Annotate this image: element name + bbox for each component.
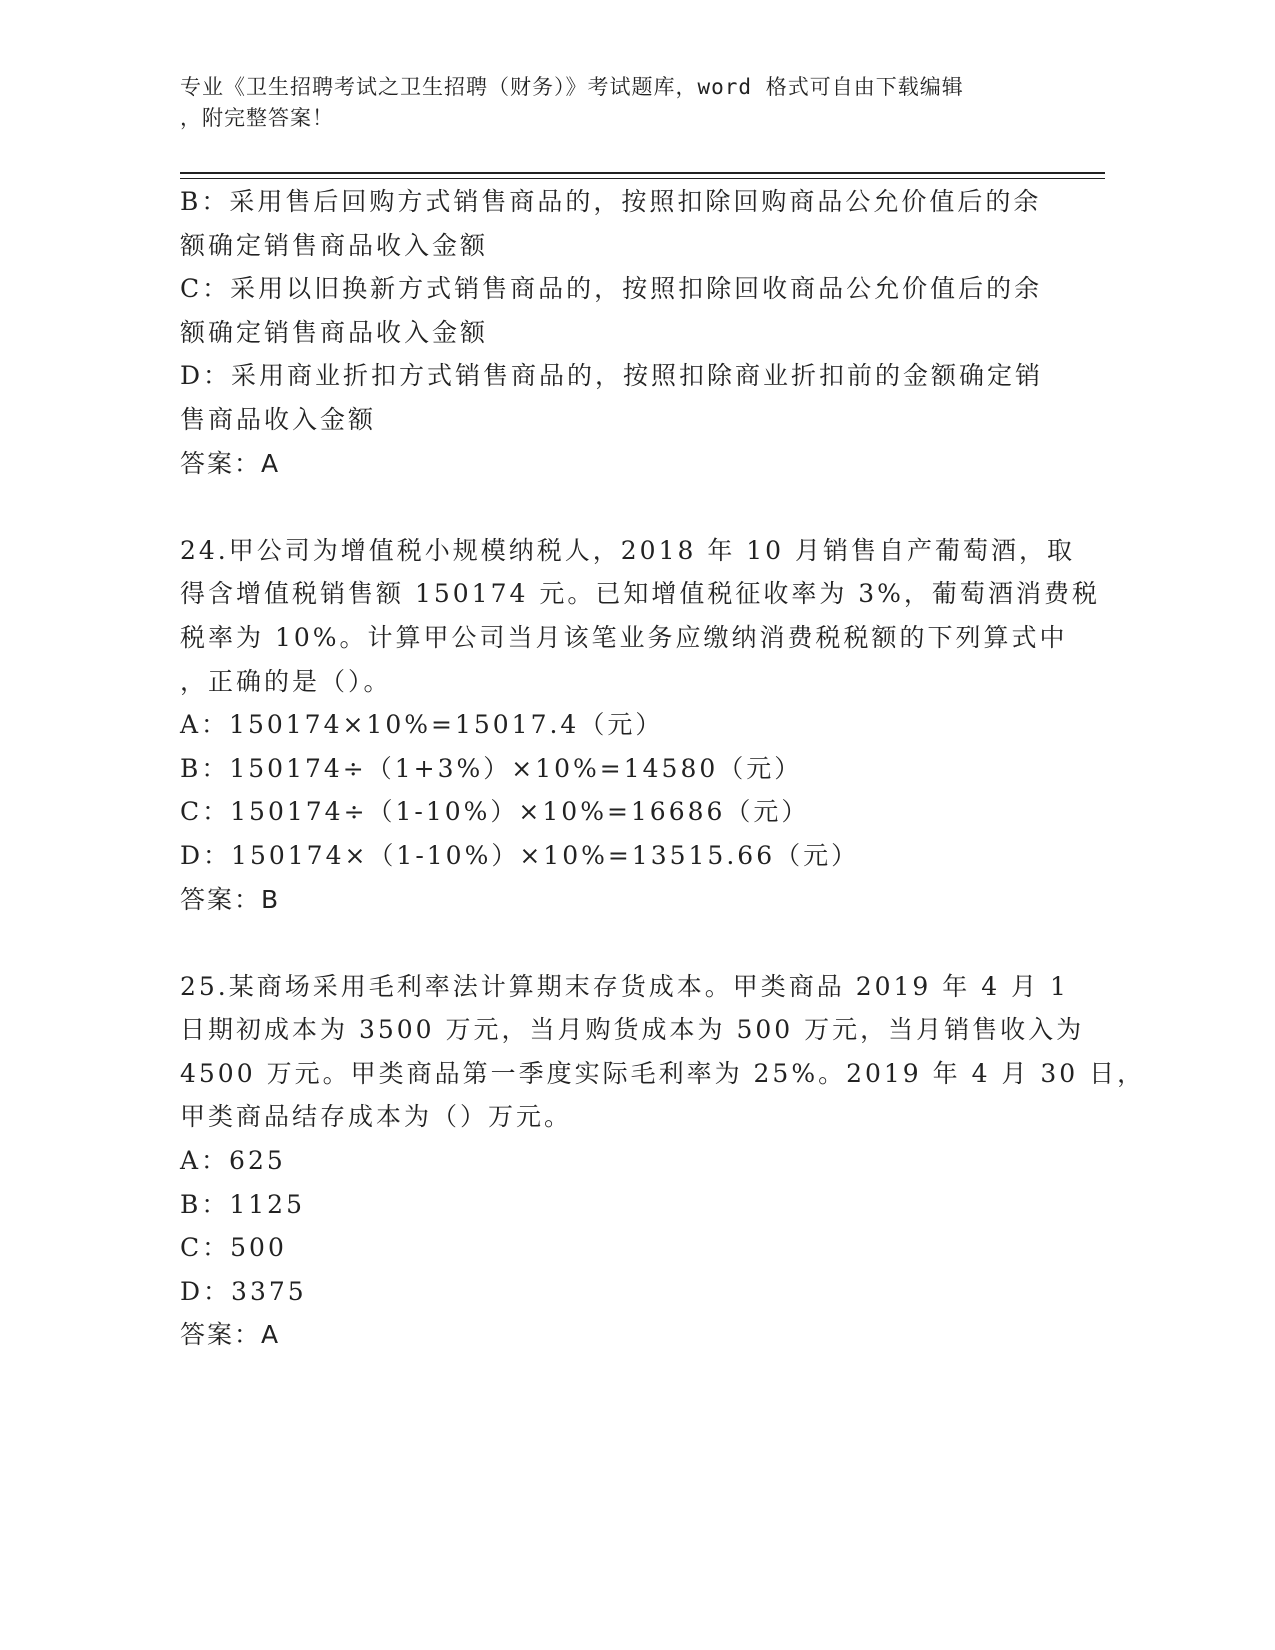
spacer: [180, 485, 1040, 529]
question-stem-line-2: 日期初成本为 3500 万元，当月购货成本为 500 万元，当月销售收入为: [180, 1015, 1085, 1045]
question-25: [180, 965, 1146, 1357]
question-stem-line-3: 4500 万元。甲类商品第一季度实际毛利率为 25%。2019 年 4 月 30 日，: [180, 1058, 1146, 1088]
question-24: [180, 529, 1100, 921]
option-b: B：1125: [180, 1189, 305, 1219]
answer: 答案：A: [180, 448, 281, 478]
header-line-2: ，附完整答案！: [180, 106, 334, 130]
question-stem-line-1: 25.某商场采用毛利率法计算期末存货成本。甲类商品 2019 年 4 月 1: [180, 971, 1069, 1001]
question-stem-line-2: 得含增值税销售额 150174 元。已知增值税征收率为 3%，葡萄酒消费税: [180, 579, 1100, 609]
option-b-line-2: 额确定销售商品收入金额: [180, 230, 489, 260]
option-c-line-1: C：采用以旧换新方式销售商品的，按照扣除回收商品公允价值后的余: [180, 274, 1043, 304]
question-stem-line-4: ，正确的是（）。: [180, 666, 392, 696]
question-stem-line-3: 税率为 10%。计算甲公司当月该笔业务应缴纳消费税税额的下列算式中: [180, 622, 1068, 652]
header-rule-thick: [180, 172, 1105, 174]
option-d: D：3375: [180, 1276, 307, 1306]
document-header: [180, 72, 1040, 134]
question-content: [180, 180, 1146, 1357]
option-b: B：150174÷（1+3%）×10%=14580（元）: [180, 753, 803, 783]
question-stem-line-4: 甲类商品结存成本为（）万元。: [180, 1102, 573, 1132]
header-line-1: 专业《卫生招聘考试之卫生招聘（财务）》考试题库，word 格式可自由下载编辑: [180, 75, 964, 99]
option-c: C：500: [180, 1233, 287, 1263]
question-stem-line-1: 24.甲公司为增值税小规模纳税人，2018 年 10 月销售自产葡萄酒，取: [180, 535, 1076, 565]
answer: 答案：B: [180, 884, 281, 914]
option-a: A：625: [180, 1146, 286, 1176]
option-c-line-2: 额确定销售商品收入金额: [180, 317, 489, 347]
option-d: D：150174×（1-10%）×10%=13515.66（元）: [180, 840, 860, 870]
spacer: [180, 921, 1040, 965]
option-d-line-1: D：采用商业折扣方式销售商品的，按照扣除商业折扣前的金额确定销: [180, 361, 1044, 391]
option-a: A：150174×10%=15017.4（元）: [180, 710, 664, 740]
option-c: C：150174÷（1-10%）×10%=16686（元）: [180, 797, 810, 827]
header-rule-thin: [180, 178, 1105, 179]
answer: 答案：A: [180, 1320, 281, 1350]
option-d-line-2: 售商品收入金额: [180, 404, 377, 434]
question-23-continued: [180, 180, 1044, 485]
option-b-line-1: B：采用售后回购方式销售商品的，按照扣除回购商品公允价值后的余: [180, 187, 1042, 216]
